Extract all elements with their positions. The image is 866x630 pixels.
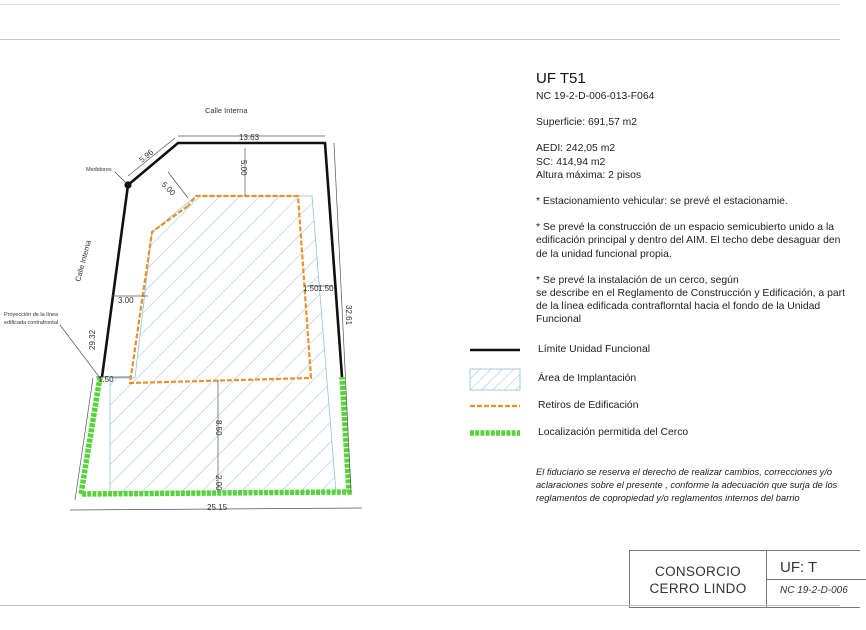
legend-label-setback: Retiros de Edificación: [538, 400, 639, 411]
cerco-note-4: Funcional: [536, 314, 582, 326]
superficie: Superficie: 691,57 m2: [536, 117, 638, 129]
disclaimer-line-3: reglamentos de copropiedad y/o reglamentos internos del barrio: [536, 493, 800, 504]
dim-right-setback-a: 1.50: [303, 284, 319, 293]
estacionamiento-note: * Estacionamiento vehicular: se prevé el estacionamie.: [536, 196, 788, 208]
dim-rear-depth: 2.00: [214, 475, 223, 491]
sc: SC: 414,94 m2: [536, 156, 606, 168]
legend-label-fence: Localización permitida del Cerco: [538, 427, 689, 438]
lot-info-panel: [536, 70, 846, 327]
uf-title: UF T51: [536, 70, 586, 87]
company-line-1: CONSORCIO: [655, 564, 741, 579]
sheet-bottom-border: [0, 605, 840, 606]
street-top-label: Calle Interna: [205, 106, 248, 115]
title-block: [629, 550, 860, 608]
disclaimer-line-2: aclaraciones sobre el presente , conforme la adecuación que surja de los: [536, 480, 838, 491]
semicubierto-note-2: edificación principal y dentro del AIM. El techo debe desaguar den: [536, 235, 841, 247]
altura: Altura máxima: 2 pisos: [536, 169, 642, 181]
semicubierto-note-3: de la unidad funcional propia.: [536, 248, 672, 260]
dim-left-small: 1.50: [98, 375, 114, 384]
cerco-note-1: * Se prevé la instalación de un cerco, según: [536, 274, 739, 286]
disclaimer-line-1: El fiduciario se reserva el derecho de realizar cambios, correcciones y/o: [536, 467, 833, 477]
legend-label-boundary: Límite Unidad Funcional: [538, 344, 651, 355]
medidores-label: Medidores: [86, 167, 112, 173]
title-block-nc: NC 19-2-D-006: [780, 585, 848, 596]
proyeccion-label-1: Proyección de la línea: [4, 312, 59, 318]
street-left-label: Calle Interna: [73, 239, 93, 283]
dim-diagonal: 5.96: [137, 147, 156, 165]
cerco-note-2: se describe en el Reglamento de Construcción y Edificación, a part: [536, 288, 845, 300]
proyeccion-label-2: edificada contrafrontal: [4, 320, 59, 326]
dim-diag-setback: 5.00: [159, 180, 177, 198]
dim-right-height: 32.61: [344, 305, 353, 326]
aedi: AEDI: 242,05 m2: [536, 143, 616, 155]
cerco-note-3: de la línea edificada contraflorntal hacia el fondo de la Unidad: [536, 301, 821, 313]
company-name: [630, 563, 766, 597]
legend-label-implantation: Área de Implantación: [538, 373, 637, 384]
dim-left-setback: 3.00: [118, 296, 134, 305]
dim-bottom-width: 25.15: [207, 503, 228, 512]
title-block-rule: [766, 579, 866, 580]
dim-front-setback: 5.00: [239, 160, 248, 176]
dim-top-width: 13.63: [239, 133, 260, 142]
dim-right-setback-b: 1.50: [318, 284, 334, 293]
legend-swatch-implantation: [470, 369, 520, 390]
disclaimer: [536, 466, 846, 506]
title-block-uf: UF: T: [780, 559, 818, 576]
dim-left-height: 29.32: [88, 329, 97, 350]
dim-center-depth: 8.50: [214, 420, 223, 436]
semicubierto-note-1: * Se prevé la construcción de un espacio semicubierto unido a la: [536, 222, 835, 234]
nc-code: NC 19-2-D-006-013-F064: [536, 91, 655, 102]
company-line-2: CERRO LINDO: [649, 581, 747, 596]
